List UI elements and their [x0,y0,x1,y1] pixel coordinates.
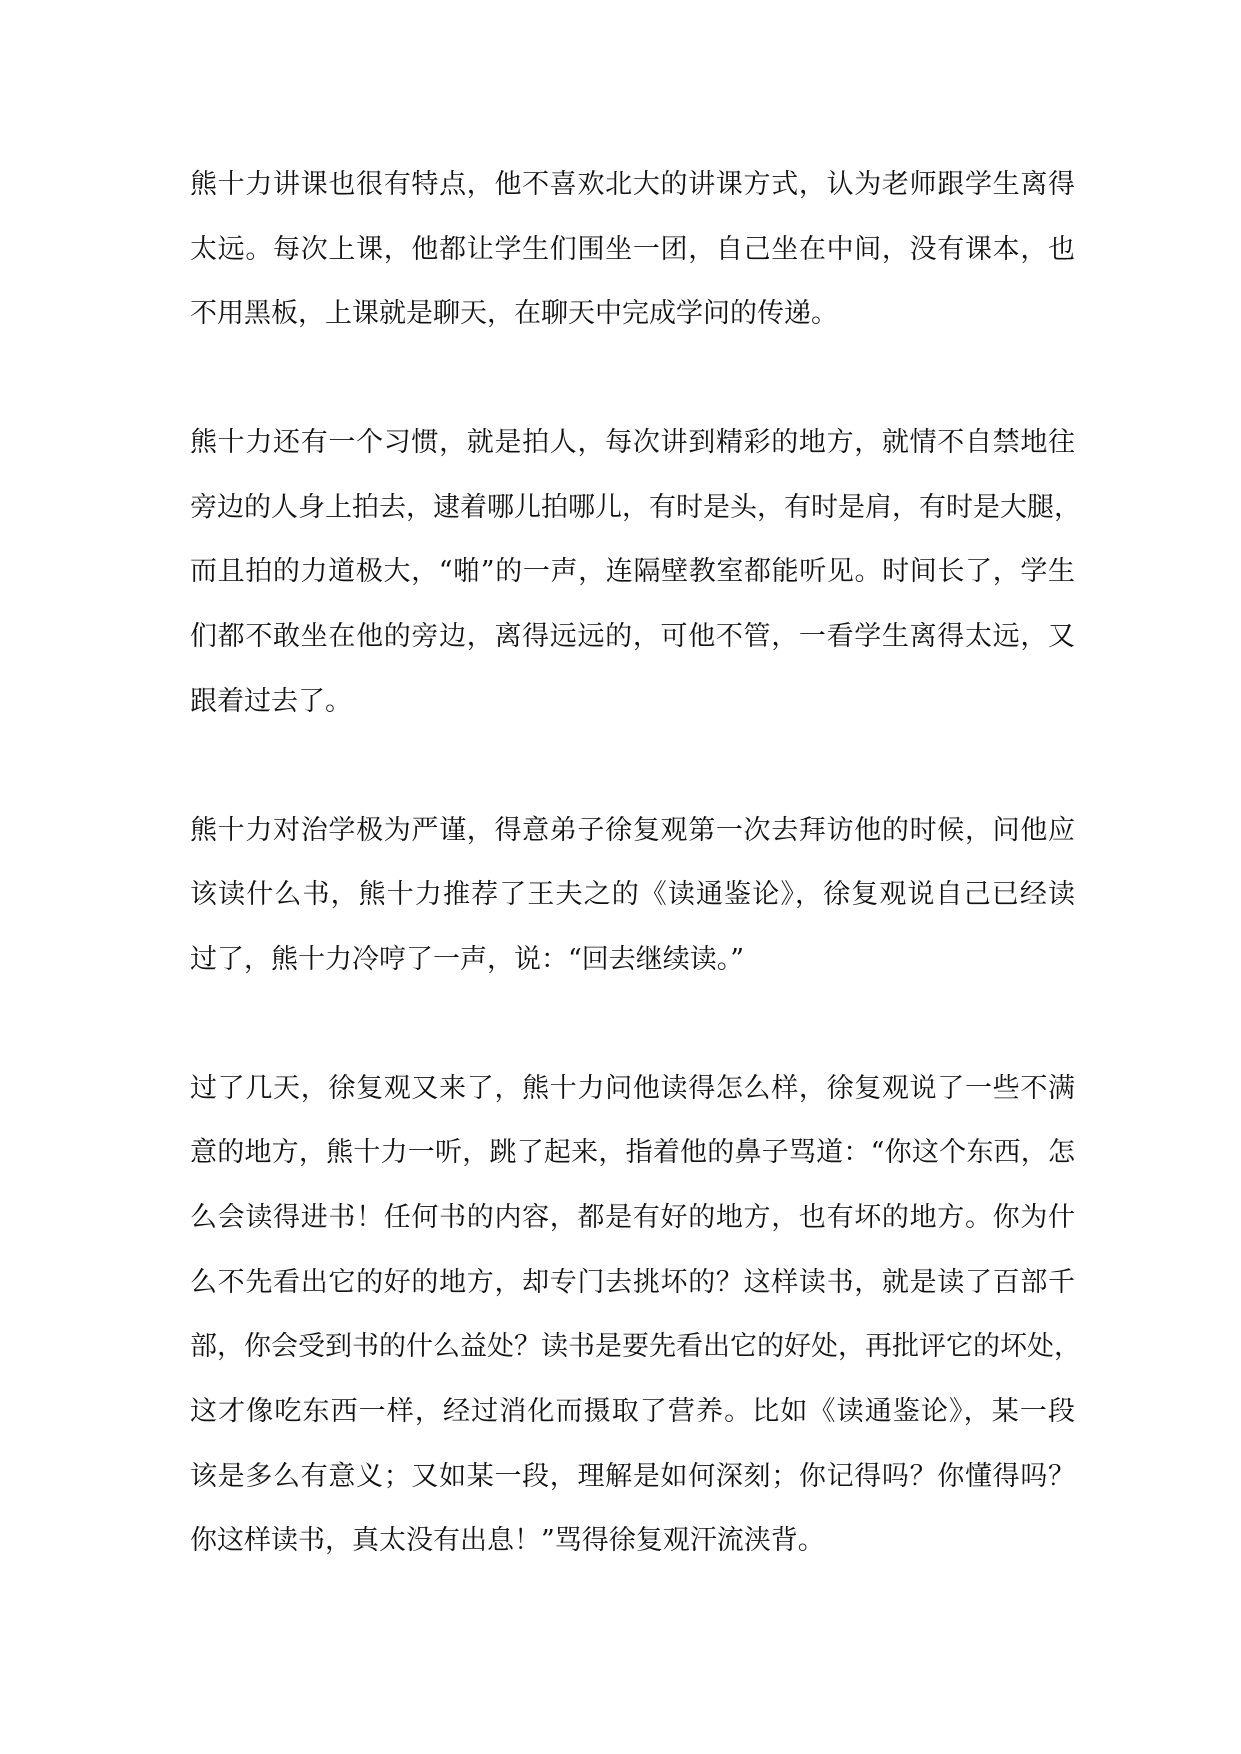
paragraph-4 [190,1057,1081,1575]
text-line: 们都不敢坐在他的旁边，离得远远的，可他不管，一看学生离得太远，又 [190,621,1075,653]
paragraph-1 [190,153,1075,347]
text-line: 不用黑板，上课就是聊天，在聊天中完成学问的传递。 [190,298,838,330]
text-line: 意的地方，熊十力一听，跳了起来，指着他的鼻子骂道：“你这个东西，怎 [190,1137,1075,1169]
text-line: 么不先看出它的好的地方，却专门去挑坏的？这样读书，就是读了百部千 [190,1266,1075,1298]
text-line: 太远。每次上课，他都让学生们围坐一团，自己坐在中间，没有课本，也 [190,233,1075,265]
text-line: 熊十力讲课也很有特点，他不喜欢北大的讲课方式，认为老师跟学生离得 [190,169,1075,200]
text-line: 么会读得进书！任何书的内容，都是有好的地方，也有坏的地方。你为什 [190,1201,1075,1233]
paragraph-2 [190,411,1081,734]
text-line: 跟着过去了。 [190,685,352,717]
text-line: 你这样读书，真太没有出息！”骂得徐复观汗流浃背。 [190,1525,825,1557]
text-line: 该读什么书，熊十力推荐了王夫之的《读通鉴论》，徐复观说自己已经读 [190,879,1075,911]
text-line: 过了，熊十力冷哼了一声，说：“回去继续读。” [190,943,745,975]
text-line: 熊十力还有一个习惯，就是拍人，每次讲到精彩的地方，就情不自禁地往 [190,427,1075,459]
text-line: 该是多么有意义；又如某一段，理解是如何深刻；你记得吗？你懂得吗？ [190,1460,1075,1492]
paragraph-3 [190,799,1075,993]
text-line: 过了几天，徐复观又来了，熊十力问他读得怎么样，徐复观说了一些不满 [190,1072,1075,1104]
text-line: 旁边的人身上拍去，逮着哪儿拍哪儿，有时是头，有时是肩，有时是大腿， [190,491,1081,523]
text-line: 而且拍的力道极大，“啪”的一声，连隔壁教室都能听见。时间长了，学生 [190,556,1075,588]
text-line: 熊十力对治学极为严谨，得意弟子徐复观第一次去拜访他的时候，问他应 [190,814,1075,846]
text-line: 部，你会受到书的什么益处？读书是要先看出它的好处，再批评它的坏处， [190,1331,1081,1363]
body-text [190,153,1081,1638]
text-line: 这才像吃东西一样，经过消化而摄取了营养。比如《读通鉴论》，某一段 [190,1396,1075,1427]
